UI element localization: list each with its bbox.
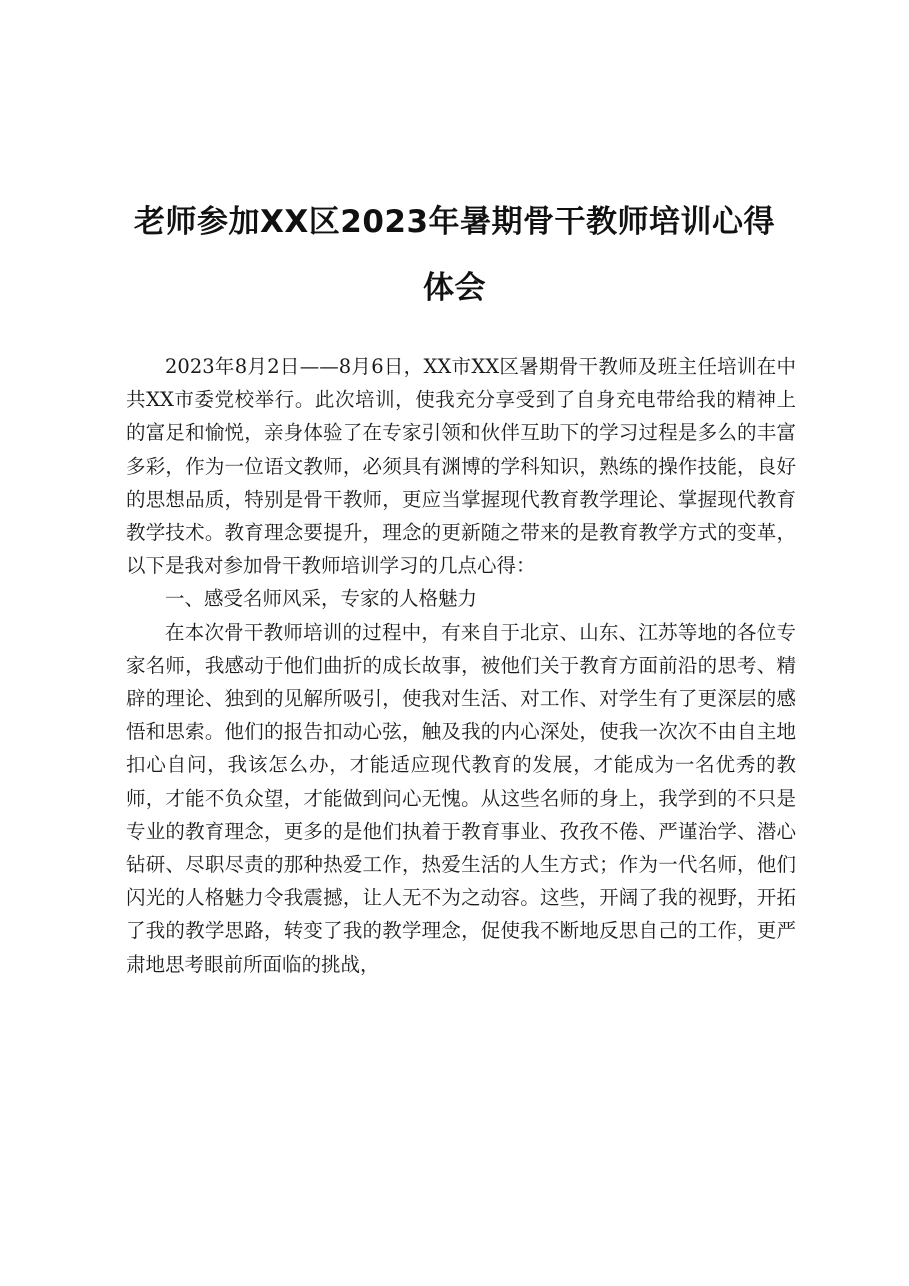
paragraph-section-1: 在本次骨干教师培训的过程中，有来自于北京、山东、江苏等地的各位专家名师，我感动于他们曲折的成长故事，被他们关于教育方面前沿的思考、精辟的理论、独到的见解所吸引，使我对生活、对工作、对学生有了更深层的感悟和思索。他们的报告扣动心弦，触及我的内心深处，使我一次次不由自主地扣心自问，我该怎么办，才能适应现代教育的发展，才能成为一名优秀的教师，才能不负众望，才能做到问心无愧。从这些名师的身上，我学到的不只是专业的教育理念，更多的是他们执着于教育事业、孜孜不倦、严谨治学、潜心钻研、尽职尽责的那种热爱工作，热爱生活的人生方式；作为一代名师，他们闪光的人格魅力令我震撼，让人无不为之动容。这些，开阔了我的视野，开拓了我的教学思路，转变了我的教学理念，促使我不断地反思自己的工作，更严肃地思考眼前所面临的挑战， <box>126 620 796 976</box>
document-title-line-2: 体会 <box>423 270 486 306</box>
section-heading-1: 一、感受名师风采，专家的人格魅力 <box>165 587 478 611</box>
document-title-line-1: 老师参加XX区2023年暑期骨干教师培训心得 <box>133 204 776 240</box>
document-body <box>126 350 796 981</box>
paragraph-intro: 2023年8月2日——8月6日，XX市XX区暑期骨干教师及班主任培训在中共XX市委党校举行。此次培训，使我充分享受到了自身充电带给我的精神上的富足和愉悦，亲身体验了在专家引领和伙伴互助下的学习过程是多么的丰富多彩，作为一位语文教师，必须具有渊博的学科知识，熟练的操作技能，良好的思想品质，特别是骨干教师，更应当掌握现代教育教学理论、掌握现代教育教学技术。教育理念要提升，理念的更新随之带来的是教育教学方式的变革，以下是我对参加骨干教师培训学习的几点心得： <box>126 355 796 578</box>
